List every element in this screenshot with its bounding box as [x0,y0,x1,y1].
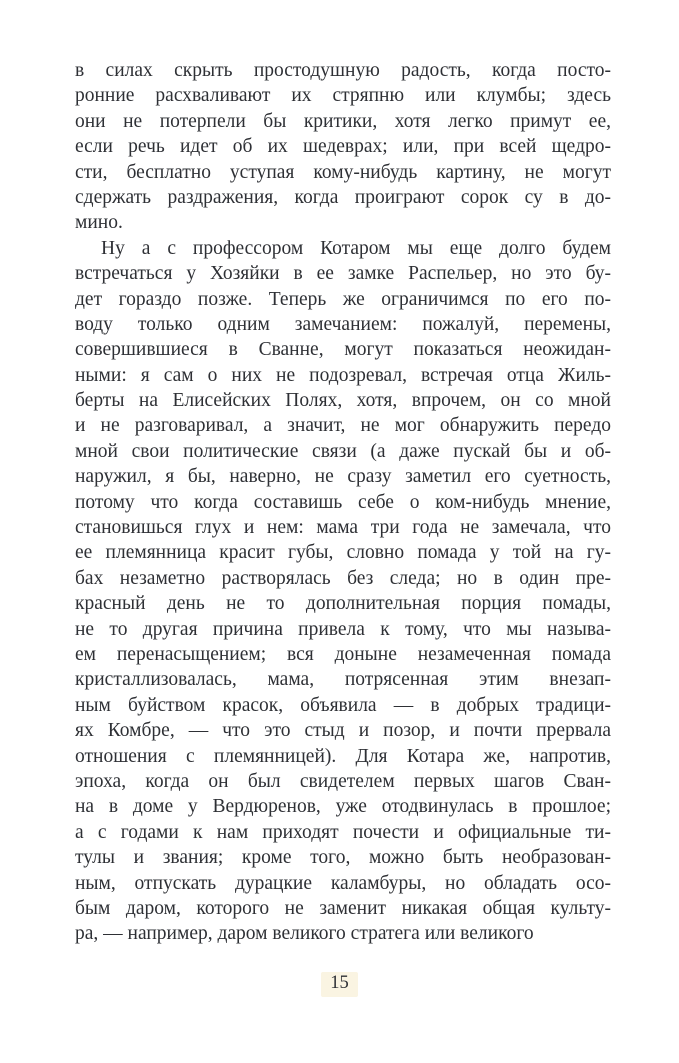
page-number-value: 15 [321,972,358,997]
text-line: ем перенасыщением; вся доныне незамеченная помада [75,643,611,665]
text-line: бах незаметно растворялась без следа; но в один пре- [75,567,611,589]
text-line: они не потерпели бы критики, хотя легко примут ее, [75,110,611,132]
text-line: наружил, я бы, наверно, не сразу заметил его суетность, [75,466,611,488]
text-line: красный день не то дополнительная порция помады, [75,593,611,615]
text-line: совершившиеся в Сванне, могут показаться неожидан- [75,339,611,361]
text-line: ным, отпускать дурацкие каламбуры, но обладать осо- [75,872,611,894]
text-line: встречаться у Хозяйки в ее замке Распельер, но это бу- [75,263,611,285]
text-line: становишься глух и нем: мама три года не замечала, что [75,517,611,539]
text-line: не то другая причина привела к тому, что мы называ- [75,618,611,640]
text-line: тулы и звания; кроме того, можно быть необразован- [75,847,611,869]
text-line: ронние расхваливают их стряпню или клумбы; здесь [75,85,611,107]
text-line: ра, — например, даром великого стратега или великого [75,923,534,945]
text-line: и не разговаривал, а значит, не мог обнаружить передо [75,415,611,437]
text-line: кристаллизовалась, мама, потрясенная этим внезап- [75,669,611,691]
text-line: Ну а с профессором Котаром мы еще долго будем [101,237,611,259]
text-line: а с годами к нам приходят почести и официальные ти- [75,821,611,843]
text-line: потому что когда составишь себе о ком-нибудь мнение, [75,491,611,513]
text-line: эпоха, когда он был свидетелем первых шагов Сван- [75,770,611,792]
text-line: сдержать раздражения, когда проиграют сорок су в до- [75,186,611,208]
text-line: бым даром, которого не заменит никакая общая культу- [75,897,611,919]
text-line: ным буйством красок, объявила — в добрых традици- [75,694,611,716]
page-text [75,58,611,947]
text-line: отношения с племянницей). Для Котара же, напротив, [75,745,611,767]
text-line: если речь идет об их шедеврах; или, при всей щедро- [75,136,611,158]
page-number [0,972,679,997]
text-line: берты на Елисейских Полях, хотя, впрочем, он со мной [75,390,611,412]
text-line: на в доме у Вердюренов, уже отодвинулась в прошлое; [75,796,611,818]
text-line: мино. [75,212,123,234]
text-line: в силах скрыть простодушную радость, когда посто- [75,60,611,81]
text-line: сти, бесплатно уступая кому-нибудь картину, не могут [75,161,611,183]
text-line: дет гораздо позже. Теперь же ограничимся по его по- [75,288,611,310]
text-line: ее племянница красит губы, словно помада у той на гу- [75,542,611,564]
text-line: мной свои политические связи (а даже пускай бы и об- [75,440,611,462]
text-line: ях Комбре, — что это стыд и позор, и почти прервала [75,720,611,742]
text-line: воду только одним замечанием: пожалуй, перемены, [75,313,611,335]
text-line: ными: я сам о них не подозревал, встречая отца Жиль- [75,364,611,386]
